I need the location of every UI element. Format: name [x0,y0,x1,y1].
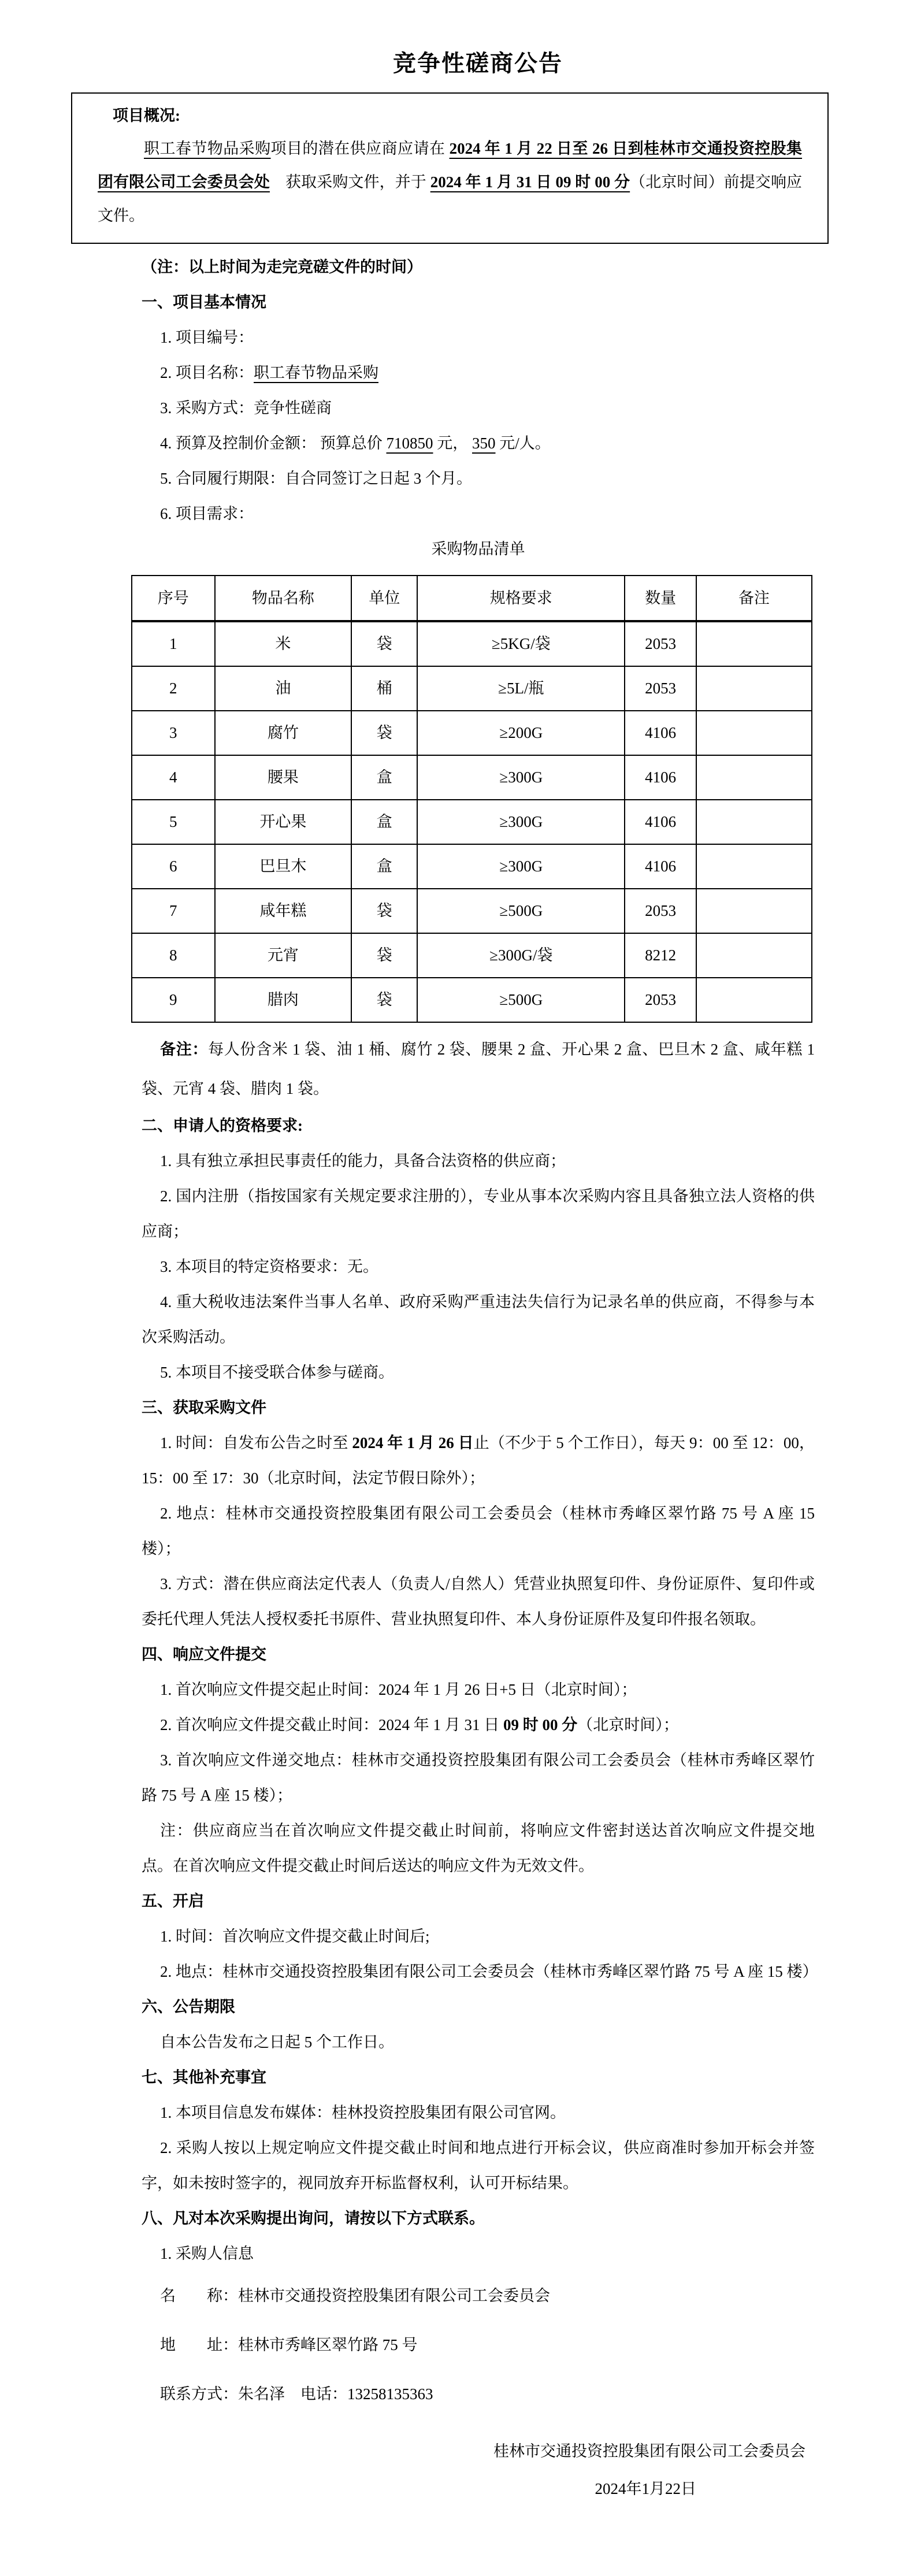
table-row [132,666,812,711]
table-note-text: 每人份含米 1 袋、油 1 桶、腐竹 2 袋、腰果 2 盒、开心果 2 盒、巴旦木 2 盒、咸年糕 1 袋、元宵 4 袋、腊肉 1 袋。 [142,1041,815,1097]
section3-heading: 三、获取采购文件 [142,1399,266,1416]
cell-seq: 6 [132,844,215,889]
cell-remark [696,666,812,711]
time-note: （注：以上时间为走完竞磋文件的时间） [142,258,422,276]
table-note [142,1030,815,1108]
overview-paragraph [98,132,802,232]
page-title: 竞争性磋商公告 [393,50,563,76]
cell-name: 咸年糕 [215,889,352,933]
cell-qty: 4106 [625,800,696,844]
cell-name: 腰果 [215,755,352,800]
section4-heading: 四、响应文件提交 [142,1646,266,1663]
cell-remark [696,889,812,933]
cell-qty: 4106 [625,755,696,800]
section7-heading: 七、其他补充事宜 [142,2069,266,2086]
section7-item2: 2. 采购人按以上规定响应文件提交截止时间和地点进行开标会议，供应商准时参加开标会并签字，如未按时签字的，视同放弃开标监督权利，认可开标结果。 [142,2139,815,2192]
section2-item1: 1. 具有独立承担民事责任的能力，具备合法资格的供应商； [160,1152,566,1170]
section5-item1: 1. 时间：首次响应文件提交截止时间后; [160,1928,430,1945]
s3-item1-suffix: 止（不少于 5 个工作日），每天 9：00 至 12：00，15：00 至 17：30（北京时间，法定节假日除外）； [142,1434,815,1487]
cell-name: 腊肉 [215,978,352,1022]
table-row [132,933,812,978]
project-name-underlined: 职工春节物品采购 [144,140,271,157]
section4-note: 注：供应商应当在首次响应文件提交截止时间前，将响应文件密封送达首次响应文件提交地点。在首次响应文件提交截止时间后送达的响应文件为无效文件。 [142,1822,815,1875]
cell-seq: 2 [132,666,215,711]
cell-qty: 4106 [625,844,696,889]
cell-remark [696,800,812,844]
purchaser-name-line: 名 称：桂林市交通投资控股集团有限公司工会委员会 [160,2287,550,2304]
cell-qty: 4106 [625,711,696,755]
section1-item4 [142,426,815,461]
goods-table-title: 采购物品清单 [431,540,525,558]
budget-mid: 元， [433,435,472,452]
cell-unit: 盒 [351,800,417,844]
item2-prefix: 2. 项目名称： [160,364,254,381]
cell-seq: 4 [132,755,215,800]
cell-remark [696,978,812,1022]
overview-text: 项目的潜在供应商应请在 [270,140,450,157]
table-row [132,844,812,889]
goods-table [131,575,812,1023]
cell-spec: ≥300G/袋 [417,933,625,978]
cell-seq: 7 [132,889,215,933]
section4-item3: 3. 首次响应文件递交地点：桂林市交通投资控股集团有限公司工会委员会（桂林市秀峰区翠竹路 75 号 A 座 15 楼）； [142,1751,815,1804]
section1-item5: 5. 合同履行期限：自合同签订之日起 3 个月。 [160,470,472,487]
cell-seq: 8 [132,933,215,978]
overview-text: （北京时间）前提交响应文件。 [98,173,803,224]
cell-spec: ≥300G [417,800,625,844]
cell-unit: 袋 [351,621,417,666]
section2-heading: 二、申请人的资格要求: [142,1117,303,1134]
cell-qty: 8212 [625,933,696,978]
table-row [132,978,812,1022]
col-header-qty: 数量 [625,576,696,621]
cell-name: 巴旦木 [215,844,352,889]
budget-prefix: 4. 预算及控制价金额： 预算总价 [160,435,387,452]
s4-item2-suffix: （北京时间）； [577,1716,679,1734]
section2-item5: 5. 本项目不接受联合体参与磋商。 [160,1364,394,1381]
signature-organization: 桂林市交通投资控股集团有限公司工会委员会 [493,2443,805,2460]
section1-item2 [142,355,815,391]
cell-spec: ≥5L/瓶 [417,666,625,711]
section1-heading: 一、项目基本情况 [142,294,266,311]
cell-unit: 桶 [351,666,417,711]
cell-name: 元宵 [215,933,352,978]
section6-body: 自本公告发布之日起 5 个工作日。 [160,2033,394,2051]
cell-remark [696,755,812,800]
document-body [142,285,818,2507]
cell-spec: ≥500G [417,978,625,1022]
cell-unit: 袋 [351,889,417,933]
section3-item3: 3. 方式：潜在供应商法定代表人（负责人/自然人）凭营业执照复印件、身份证原件、复印件或委托代理人凭法人授权委托书原件、营业执照复印件、本人身份证原件及复印件报名领取。 [142,1575,815,1628]
section3-item1 [142,1426,815,1496]
col-header-remark: 备注 [696,576,812,621]
table-row [132,621,812,666]
table-row [132,889,812,933]
overview-text: 获取采购文件，并于 [269,173,430,191]
project-overview-box [71,92,829,244]
cell-seq: 5 [132,800,215,844]
cell-unit: 盒 [351,755,417,800]
s3-item1-date: 2024 年 1 月 26 日 [352,1434,474,1452]
signature-date: 2024年1月22日 [595,2480,696,2497]
section2-item3: 3. 本项目的特定资格要求：无。 [160,1258,378,1275]
cell-remark [696,621,812,666]
purchaser-contact-line: 联系方式：朱名泽 电话：13258135363 [160,2385,433,2403]
obtain-period-underlined: 2024 年 1 月 22 日至 26 日到桂林市交通投资控股集团有限公司工会委员会处 [98,140,803,191]
section5-item2: 2. 地点：桂林市交通投资控股集团有限公司工会委员会（桂林市秀峰区翠竹路 75 号 A 座 15 楼） [160,1963,818,1980]
cell-seq: 9 [132,978,215,1022]
cell-qty: 2053 [625,666,696,711]
cell-name: 米 [215,621,352,666]
cell-name: 腐竹 [215,711,352,755]
section7-item1: 1. 本项目信息发布媒体：桂林投资控股集团有限公司官网。 [160,2104,566,2121]
section8-heading: 八、凡对本次采购提出询问，请按以下方式联系。 [142,2210,485,2227]
cell-unit: 袋 [351,933,417,978]
deadline-underlined: 2024 年 1 月 31 日 09 时 00 分 [430,173,630,191]
cell-spec: ≥300G [417,755,625,800]
budget-per-person-value: 350 [472,435,496,452]
section4-item2 [142,1708,815,1743]
table-header-row [132,576,812,621]
col-header-unit: 单位 [351,576,417,621]
cell-unit: 袋 [351,711,417,755]
section1-item6: 6. 项目需求： [160,505,254,522]
cell-spec: ≥200G [417,711,625,755]
section2-item4: 4. 重大税收违法案件当事人名单、政府采购严重违法失信行为记录名单的供应商，不得参与本次采购活动。 [142,1293,815,1346]
col-header-name: 物品名称 [215,576,352,621]
section6-heading: 六、公告期限 [142,1998,235,2015]
table-note-label: 备注： [160,1041,209,1058]
cell-spec: ≥5KG/袋 [417,621,625,666]
section8-item1: 1. 采购人信息 [160,2245,254,2262]
cell-qty: 2053 [625,889,696,933]
section1-item1: 1. 项目编号： [160,329,254,346]
cell-seq: 3 [132,711,215,755]
cell-spec: ≥300G [417,844,625,889]
table-row [132,800,812,844]
cell-qty: 2053 [625,978,696,1022]
col-header-spec: 规格要求 [417,576,625,621]
table-row [132,711,812,755]
project-name-value: 职工春节物品采购 [254,364,378,381]
section5-heading: 五、开启 [142,1892,204,1910]
cell-name: 油 [215,666,352,711]
purchaser-address-line: 地 址：桂林市秀峰区翠竹路 75 号 [160,2336,418,2354]
cell-name: 开心果 [215,800,352,844]
cell-unit: 盒 [351,844,417,889]
cell-spec: ≥500G [417,889,625,933]
overview-label: 项目概况: [113,107,180,124]
section1-item3: 3. 采购方式：竞争性磋商 [160,399,332,417]
table-row [132,755,812,800]
cell-remark [696,711,812,755]
section4-item1: 1. 首次响应文件提交起止时间：2024 年 1 月 26 日+5 日（北京时间）； [160,1681,637,1698]
cell-remark [696,933,812,978]
s4-item2-prefix: 2. 首次响应文件提交截止时间：2024 年 1 月 31 日 [160,1716,503,1734]
col-header-seq: 序号 [132,576,215,621]
budget-suffix: 元/人。 [495,435,551,452]
cell-qty: 2053 [625,621,696,666]
s3-item1-prefix: 1. 时间：自发布公告之时至 [160,1434,352,1452]
s4-item2-time: 09 时 00 分 [503,1716,578,1734]
cell-unit: 袋 [351,978,417,1022]
section3-item2: 2. 地点：桂林市交通投资控股集团有限公司工会委员会（桂林市秀峰区翠竹路 75 号 A 座 15 楼）； [142,1505,815,1557]
cell-seq: 1 [132,621,215,666]
cell-remark [696,844,812,889]
section2-item2: 2. 国内注册（指按国家有关规定要求注册的），专业从事本次采购内容且具备独立法人资格的供应商； [142,1187,815,1240]
budget-total-value: 710850 [386,435,433,452]
